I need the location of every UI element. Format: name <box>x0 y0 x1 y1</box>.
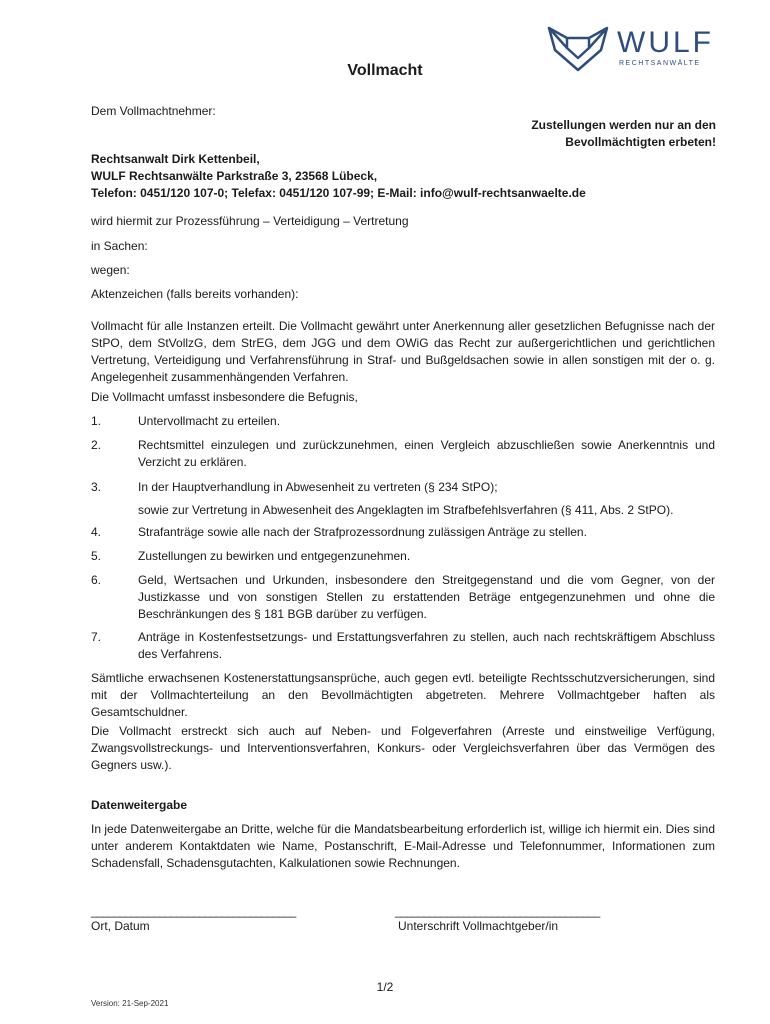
costs-paragraph: Sämtliche erwachsenen Kostenerstattungsansprüche, auch gegen evtl. beteiligte Rechtsschutzversicherungen, sind mit der Vollmachterteilung an den Bevollmächtigten abgetreten. Mehrere Vollmachtgeber haften als Gesamtschuldner. <box>91 671 715 719</box>
case-number-field: Aktenzeichen (falls bereits vorhanden): <box>91 287 299 301</box>
list-item-number: 3. <box>91 480 102 494</box>
lawyer-name: Rechtsanwalt Dirk Kettenbeil, <box>91 152 260 166</box>
list-item-number: 6. <box>91 573 102 587</box>
purpose-line: wird hiermit zur Prozessführung – Verteidigung – Vertretung <box>91 214 409 228</box>
scope-intro: Die Vollmacht umfasst insbesondere die Befugnis, <box>91 390 358 404</box>
logo-wordmark: WULF <box>617 26 714 59</box>
signature-label: Unterschrift Vollmachtgeber/in <box>398 919 559 933</box>
list-item: In der Hauptverhandlung in Abwesenheit zu vertreten (§ 234 StPO); <box>138 480 498 494</box>
list-item: Untervollmacht zu erteilen. <box>138 414 281 428</box>
place-date-label: Ort, Datum <box>91 919 150 933</box>
signature-line-place-date: ____________________________________ <box>91 904 296 918</box>
list-item: Strafanträge sowie alle nach der Strafprozessordnung zulässigen Anträge zu stellen. <box>138 525 587 539</box>
list-item: Rechtsmittel einzulegen und zurückzunehmen, einen Vergleich abzuschließen sowie Anerkenntnis und Verzicht zu erklären. <box>138 438 715 469</box>
matter-field: in Sachen: <box>91 239 148 253</box>
lawyer-address <box>91 151 731 202</box>
delivery-notice-line: Zustellungen werden nur an den <box>531 118 716 132</box>
delivery-notice <box>440 117 716 151</box>
list-item-number: 1. <box>91 414 102 428</box>
list-item: Anträge in Kostenfestsetzungs- und Erstattungsverfahren zu stellen, auch nach rechtskräftigem Abschluss des Verfahrens. <box>138 630 715 661</box>
extension-paragraph: Die Vollmacht erstreckt sich auch auf Neben- und Folgeverfahren (Arreste und einstweilige Verfügung, Zwangsvollstreckungs- und Interventionsverfahren, Konkurs- oder Vergleichsverfahren über das Vermögen des Gegners usw.). <box>91 724 715 772</box>
page-number: 1/2 <box>376 980 394 994</box>
lawyer-firm: WULF Rechtsanwälte Parkstraße 3, 23568 Lübeck, <box>91 169 378 183</box>
recipient-label: Dem Vollmachtnehmer: <box>91 104 216 118</box>
data-transfer-paragraph: In jede Datenweitergabe an Dritte, welche für die Mandatsbearbeitung erforderlich ist, willige ich hiermit ein. Dies sind unter anderem Kontaktdaten wie Name, Postanschrift, E-Mail-Adresse und Telefonnummer, Informationen zum Schadensfall, Schadensgutachten, Kalkulationen sowie Rechnungen. <box>91 822 715 870</box>
data-transfer-heading: Datenweitergabe <box>91 798 188 812</box>
list-item: Zustellungen zu bewirken und entgegenzunehmen. <box>138 549 411 563</box>
list-item: Geld, Wertsachen und Urkunden, insbesondere den Streitgegenstand und die vom Gegner, von der Justizkasse und von sonstigen Stellen zu erstattenden Beträge entgegenzunehmen und ohne die Beschränkungen des § 181 BGB darüber zu verfügen. <box>138 573 715 621</box>
intro-paragraph: Vollmacht für alle Instanzen erteilt. Die Vollmacht gewährt unter Anerkennung aller gesetzlichen Befugnisse nach der StPO, dem StVollzG, dem StrEG, dem JGG und dem OWiG das Recht zur außergerichtlichen und gerichtlichen Vertretung, Verteidigung und Verfahrensführung in Straf- und Bußgeldsachen sowie in allen sonstigen mit der o. g. Angelegenheit zusammenhängenden Verfahren. <box>91 319 715 384</box>
delivery-notice-line: Bevollmächtigten erbeten! <box>565 135 716 149</box>
document-title: Vollmacht <box>347 62 423 79</box>
list-item-number: 5. <box>91 549 102 563</box>
list-item-continuation: sowie zur Vertretung in Abwesenheit des Angeklagten im Strafbefehlsverfahren (§ 411, Abs. 2 StPO). <box>138 503 674 517</box>
lawyer-contact: Telefon: 0451/120 107-0; Telefax: 0451/120 107-99; E-Mail: info@wulf-rechtsanwaelte.de <box>91 186 586 200</box>
version-label: Version: 21-Sep-2021 <box>91 999 169 1008</box>
list-item-number: 7. <box>91 630 102 644</box>
logo-subtitle: RECHTSANWÄLTE <box>619 60 701 67</box>
list-item-number: 4. <box>91 525 102 539</box>
reason-field: wegen: <box>91 263 130 277</box>
signature-line-signature: ____________________________________ <box>395 904 600 918</box>
list-item-number: 2. <box>91 438 102 452</box>
